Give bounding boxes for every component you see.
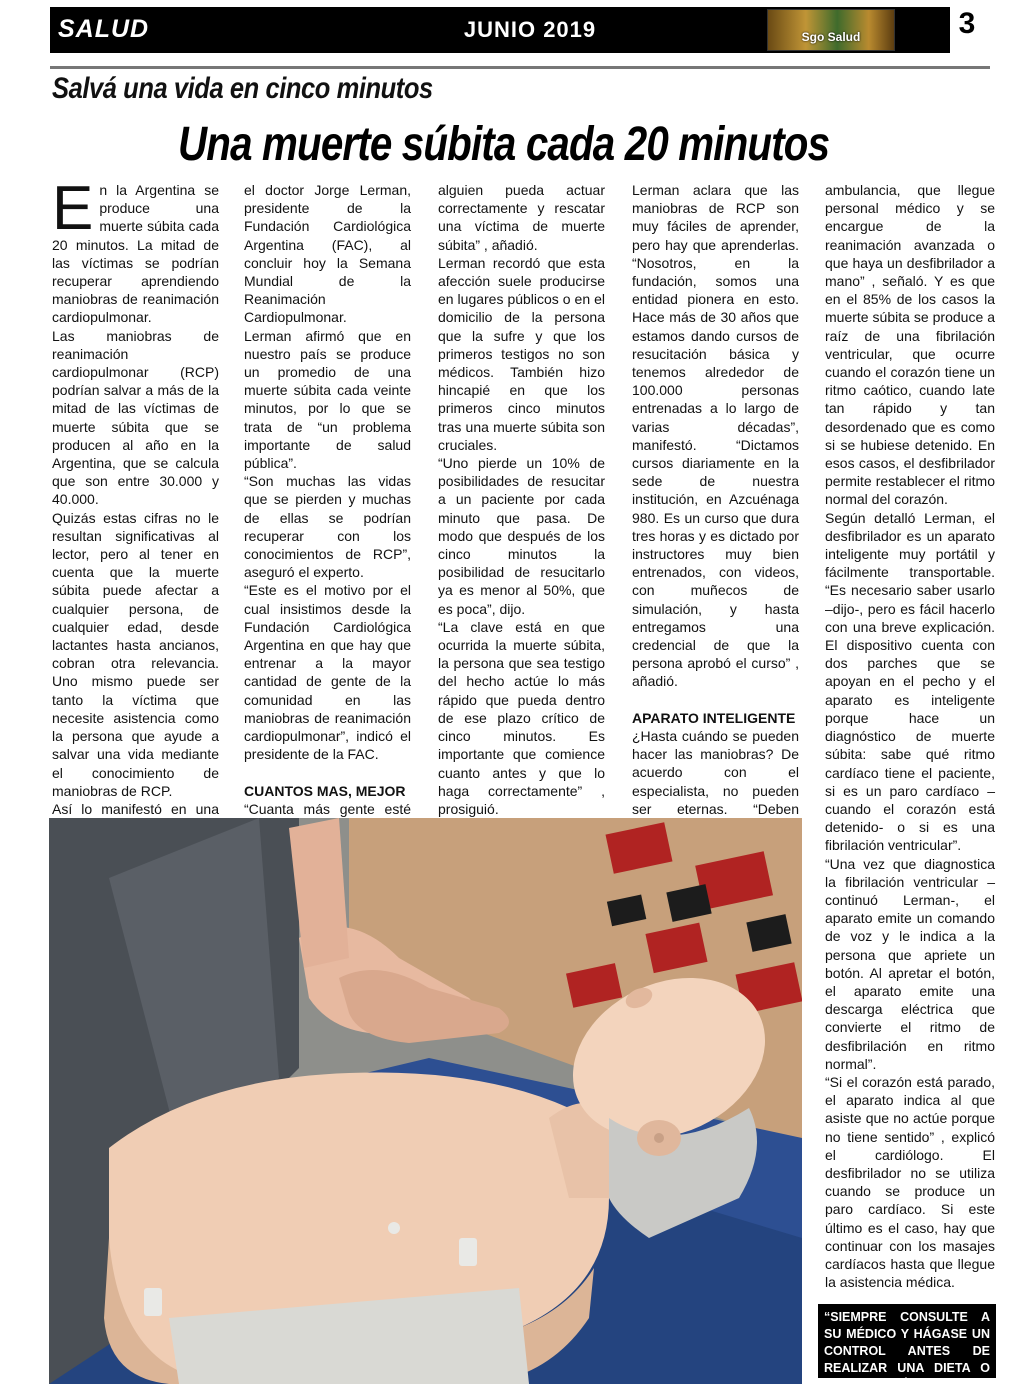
paragraph: alguien pueda actuar correctamente y rescatar una víctima de muerte súbita” , añadió. [438, 182, 605, 253]
cpr-illustration [49, 818, 802, 1384]
paragraph: Lerman recordó que esta afección suele producirse en lugares públicos o en el domicilio de la persona que la sufre y que los primeros testigos no son médicos. También hizo hincapié en que los primeros cinco minutos tras una muerte súbita son cruciales. [438, 254, 605, 453]
paragraph: “Uno pierde un 10% de posibilidades de resucitar a un paciente por cada minuto que pasa. De modo que después de los cinco minutos la posibilidad de resucitarlo ya es menor al 50%, que es poca”, dijo. [438, 455, 605, 617]
section-label: SALUD [58, 15, 150, 43]
article-column-3 [438, 181, 605, 818]
paragraph: ambulancia, que llegue personal médico y se encargue de la reanimación avanzada o que haya un desfibrilador a mano” , señaló. Y es que en el 85% de los casos la muerte súbita se produce a raíz de una fibrilación ventricular, que ocurre cuando el corazón tiene un ritmo caótico, cuando late tan rápido y tan desordenado que es como si se hubiese detenido. En esos casos, el desfibrilador permite restablecer el ritmo normal del corazón. [825, 182, 995, 508]
paragraph: Lerman afirmó que en nuestro país se produce un promedio de una muerte súbita cada veinte minutos, por lo que se trata de “un problema importante de salud pública”. [244, 327, 411, 472]
article-headline: Una muerte súbita cada 20 minutos [178, 118, 830, 171]
article-column-2 [244, 181, 411, 854]
paragraph: el doctor Jorge Lerman, presidente de la Fundación Cardiológica Argentina (FAC), al concluir hoy la Semana Mundial de la Reanimación Cardiopulmonar. [244, 182, 411, 326]
paragraph: n la Argentina se produce una muerte súbita cada 20 minutos. La mitad de las víctimas se podrían recuperar aprendiendo maniobras de reanimación cardiopulmonar. [52, 182, 219, 326]
publication-logo [767, 9, 895, 51]
paragraph: Así lo manifestó en una [52, 800, 219, 817]
paragraph: “La clave está en que ocurrida la muerte súbita, la persona que sea testigo del hecho actúe lo más rápido que pueda dentro de ese plazo crítico de cinco minutos. Es importante que comience cuanto antes y que lo haga correctamente” , prosiguió. [438, 618, 605, 817]
logo-text: Sgo Salud [801, 30, 861, 44]
paragraph: ¿Hasta cuándo se pueden hacer las maniobras? De acuerdo con el especialista, no pueden ser eternas. “Deben [632, 727, 799, 817]
drop-cap: E [52, 174, 94, 243]
paragraph: Lerman aclara que las maniobras de RCP son muy fáciles de aprender, pero hay que aprenderlas. “Nosotros, en la fundación, somos una entidad pionera en esto. Hace más de 30 años que estamos dando cursos de resucitación básica y tenemos alrededor de 100.000 personas entrenadas a lo largo de varias décadas”, manifestó. “Dictamos cursos diariamente en la sede de nuestra institución, en Azcuénaga 980. Es un curso que dura tres horas y es dictado por instructores muy bien entrenados, con videos, con muñecos de simulación, y hasta entregamos una credencial de que la persona aprobó el curso” , añadió. [632, 182, 799, 690]
paragraph: “Una vez que diagnostica la fibrilación ventricular –continuó Lerman-, el aparato emite un comando de voz y le indica a la persona que apriete un botón. Al apretar el botón, el aparato emite una descarga eléctrica que convierte el ritmo de desfibrilación en ritmo normal”. [825, 855, 995, 1072]
header-bar [50, 7, 950, 53]
issue-date: JUNIO 2019 [463, 17, 597, 42]
subhead-cuantos-mas: CUANTOS MAS, MEJOR [244, 782, 406, 799]
article-kicker: Salvá una vida en cinco minutos [52, 72, 433, 105]
article-column-1 [52, 174, 219, 836]
header-divider [50, 66, 990, 69]
paragraph: Las maniobras de reanimación cardiopulmonar (RCP) podrían salvar a más de la mitad de las víctimas de muerte súbita que se producen al año en la Argentina, que se calcula que son entre 30.000 y 40.000. [52, 327, 219, 508]
article-column-5 [825, 181, 995, 1291]
paragraph: Quizás estas cifras no le resultan significativas al lector, pero al tener en cuenta que la muerte súbita puede afectar a cualquier persona, de cualquier edad, desde lactantes hasta ancianos, cobran otra relevancia. Uno mismo puede ser tanto la víctima que necesite asistencia como la persona que ayude a salvar una vida mediante el conocimiento de maniobras de RCP. [52, 509, 219, 799]
paragraph: “Este es el motivo por el cual insistimos desde la Fundación Cardiológica Argentina en que hay que entrenar a la mayor cantidad de gente de la comunidad en las maniobras de reanimación cardiopulmonar”, indicó el presidente de la FAC. [244, 582, 411, 763]
paragraph: “Si el corazón está parado, el aparato indica al que asiste que no actúe porque no tiene sentido” , explicó el cardiólogo. El desfibrilador no se utiliza cuando se produce un paro cardíaco. Si este último es el caso, hay que continuar con los masajes cardíacos hasta que llegue la asistencia médica. [825, 1073, 995, 1291]
page-number: 3 [958, 7, 976, 40]
paragraph: Según detalló Lerman, el desfibrilador es un aparato inteligente muy portátil y fácilmente transportable. “Es necesario saber usarlo –dijo-, pero es fácil hacerlo con una breve explicación. El dispositivo cuenta con dos parches que se apoyan en el pecho y el aparato es inteligente porque hace un diagnóstico de muerte súbita: sabe qué ritmo cardíaco tiene el paciente, si es un paro cardíaco –cuando el corazón está detenido- o si es una fibrilación ventricular”. [825, 509, 995, 854]
article-column-4 [632, 181, 799, 854]
health-advice-callout: “SIEMPRE CONSULTE A SU MÉDICO Y HÁGASE UN CONTROL ANTES DE REALIZAR UNA DIETA O ACTIVIDAD FÍSICA” [818, 1304, 996, 1378]
paragraph: “Cuanta más gente esté [244, 800, 411, 817]
paragraph: “Son muchas las vidas que se pierden y muchas de ellas se podrían recuperar con los conocimientos de RCP”, aseguró el experto. [244, 473, 411, 581]
cpr-training-photo [49, 818, 802, 1384]
subhead-aparato-inteligente: APARATO INTELIGENTE [632, 709, 796, 726]
